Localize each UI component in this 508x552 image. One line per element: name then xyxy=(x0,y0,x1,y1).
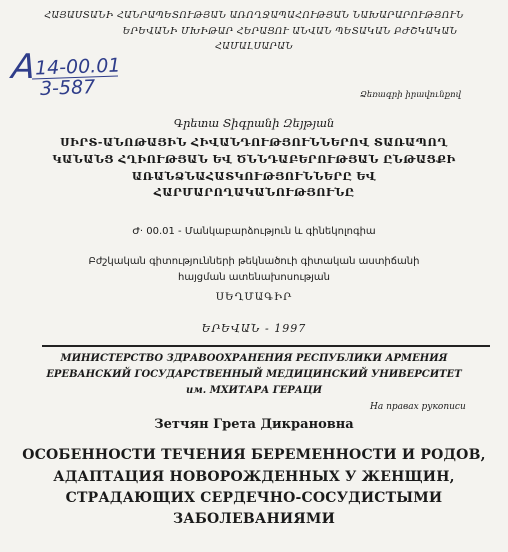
handwritten-stamp-number: 3-587 xyxy=(39,76,96,100)
armenian-title-line: ՀԱՐՄԱՐՈՂԱԿԱՆՈՒԹՅՈՒՆԸ xyxy=(153,186,355,199)
russian-title-line: ОСОБЕННОСТИ ТЕЧЕНИЯ БЕРЕМЕННОСТИ И РОДОВ, xyxy=(22,447,486,463)
russian-title-line: АДАПТАЦИЯ НОВОРОЖДЕННЫХ У ЖЕНЩИН, xyxy=(53,469,455,485)
armenian-university-line-1: ԵՐԵՎԱՆԻ ՄԽԻԹԱՐ ՀԵՐԱՑՈՒ ԱՆՎԱՆ ՊԵՏԱԿԱՆ ԲԺՇԿԱԿԱՆ xyxy=(122,26,458,37)
armenian-title-line: ԱՌԱՆՁՆԱՀԱՏԿՈՒԹՅՈՒՆՆԵՐԸ ԵՎ xyxy=(131,170,377,183)
armenian-abstract-label: ՍԵՂՄԱԳԻՐ xyxy=(215,291,293,303)
armenian-university-line-2: ՀԱՄԱԼՍԱՐԱՆ xyxy=(214,41,294,52)
russian-author-name: Зетчян Грета Дикрановна xyxy=(154,417,354,432)
armenian-manuscript-note: Ձեռագրի իրավունքով xyxy=(360,90,461,100)
armenian-specialty: Ժ· 00.01 - Մանկաբարձություն և գինեկոլոգիա xyxy=(132,226,376,237)
armenian-degree-line-2: հայցման ատենախոսության xyxy=(178,272,330,283)
handwritten-stamp-code: 14-00.01 xyxy=(34,54,121,80)
handwritten-stamp-letter: A xyxy=(9,47,38,87)
armenian-title-line: ՍԻՐՏ-ԱՆՈԹԱՅԻՆ ՀԻՎԱՆԴՈՒԹՅՈՒՆՆԵՐՈՎ ՏԱՌԱՊՈՂ xyxy=(60,136,448,149)
russian-university-named-after: им. МХИТАРА ГЕРАЦИ xyxy=(185,385,323,396)
armenian-city-year: ԵՐԵՎԱՆ - 1997 xyxy=(201,322,307,335)
russian-title-line: СТРАДАЮЩИХ СЕРДЕЧНО-СОСУДИСТЫМИ xyxy=(65,490,443,506)
section-divider xyxy=(42,345,490,347)
armenian-ministry-header: ՀԱՅԱՍՏԱՆԻ ՀԱՆՐԱՊԵՏՈՒԹՅԱՆ ԱՌՈՂՋԱՊԱՀՈՒԹՅԱՆ ՆԱԽԱՐԱՐՈՒԹՅՈՒՆ xyxy=(44,10,464,21)
russian-title-line: ЗАБОЛЕВАНИЯМИ xyxy=(172,511,336,527)
russian-university-name: ЕРЕВАНСКИЙ ГОСУДАРСТВЕННЫЙ МЕДИЦИНСКИЙ УНИВЕРСИТЕТ xyxy=(46,369,462,380)
russian-ministry-header: МИНИСТЕРСТВО ЗДРАВООХРАНЕНИЯ РЕСПУБЛИКИ АРМЕНИЯ xyxy=(60,353,448,364)
armenian-author-name: Գրետա Տիգրանի Զեյթյան xyxy=(173,116,335,130)
armenian-degree-line-1: Բժշկական գիտությունների թեկնածուի գիտական աստիճանի xyxy=(88,256,420,267)
armenian-title-line: ԿԱՆԱՆՑ ՀՂԻՈՒԹՅԱՆ ԵՎ ԾՆՆԴԱԲԵՐՈՒԹՅԱՆ ԸՆԹԱՑՔԻ xyxy=(52,153,456,166)
russian-manuscript-note: На правах рукописи xyxy=(370,402,466,412)
